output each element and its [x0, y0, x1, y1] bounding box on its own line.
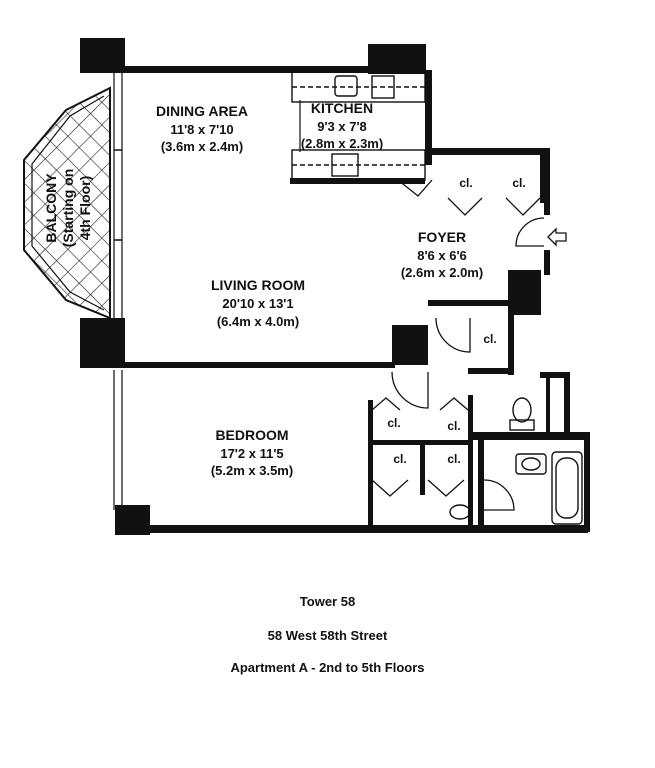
svg-text:BALCONY: BALCONY [43, 173, 59, 243]
svg-text:FOYER: FOYER [417, 229, 467, 245]
unit-description: Apartment A - 2nd to 5th Floors [230, 660, 425, 675]
svg-text:20'10 x 13'1: 20'10 x 13'1 [222, 296, 294, 311]
svg-text:KITCHEN: KITCHEN [310, 100, 374, 116]
svg-text:BEDROOM: BEDROOM [215, 427, 289, 443]
svg-text:4th Floor): 4th Floor) [77, 175, 93, 241]
svg-text:8'6 x 6'6: 8'6 x 6'6 [417, 248, 467, 263]
closet-label: cl. [447, 452, 461, 466]
closet-label: cl. [447, 419, 461, 433]
svg-text:11'8 x 7'10: 11'8 x 7'10 [170, 122, 234, 137]
dining-area-label [156, 103, 248, 154]
balcony-glazing [114, 70, 122, 510]
svg-text:(Starting on: (Starting on [60, 168, 76, 248]
svg-text:17'2 x 11'5: 17'2 x 11'5 [220, 446, 284, 461]
svg-text:(6.4m x 4.0m): (6.4m x 4.0m) [216, 314, 300, 329]
svg-text:DINING AREA: DINING AREA [155, 103, 249, 119]
svg-text:(2.8m x 2.3m): (2.8m x 2.3m) [300, 136, 384, 151]
balcony-label [43, 169, 93, 248]
entry-arrow-icon [548, 229, 566, 245]
building-name: Tower 58 [299, 594, 356, 609]
svg-text:9'3 x 7'8: 9'3 x 7'8 [317, 119, 367, 134]
foyer-label [401, 229, 483, 280]
closet-label: cl. [483, 332, 497, 346]
closet-label: cl. [393, 452, 407, 466]
svg-text:(5.2m x 3.5m): (5.2m x 3.5m) [210, 463, 294, 478]
living-room-label [211, 277, 305, 329]
svg-text:LIVING ROOM: LIVING ROOM [210, 277, 306, 293]
kitchen-label [301, 100, 383, 151]
closet-label: cl. [512, 176, 526, 190]
svg-text:(2.6m x 2.0m): (2.6m x 2.0m) [400, 265, 484, 280]
bedroom-label [211, 427, 293, 478]
closet-label: cl. [459, 176, 473, 190]
address: 58 West 58th Street [267, 628, 388, 643]
svg-text:(3.6m x 2.4m): (3.6m x 2.4m) [160, 139, 244, 154]
closet-label: cl. [387, 416, 401, 430]
